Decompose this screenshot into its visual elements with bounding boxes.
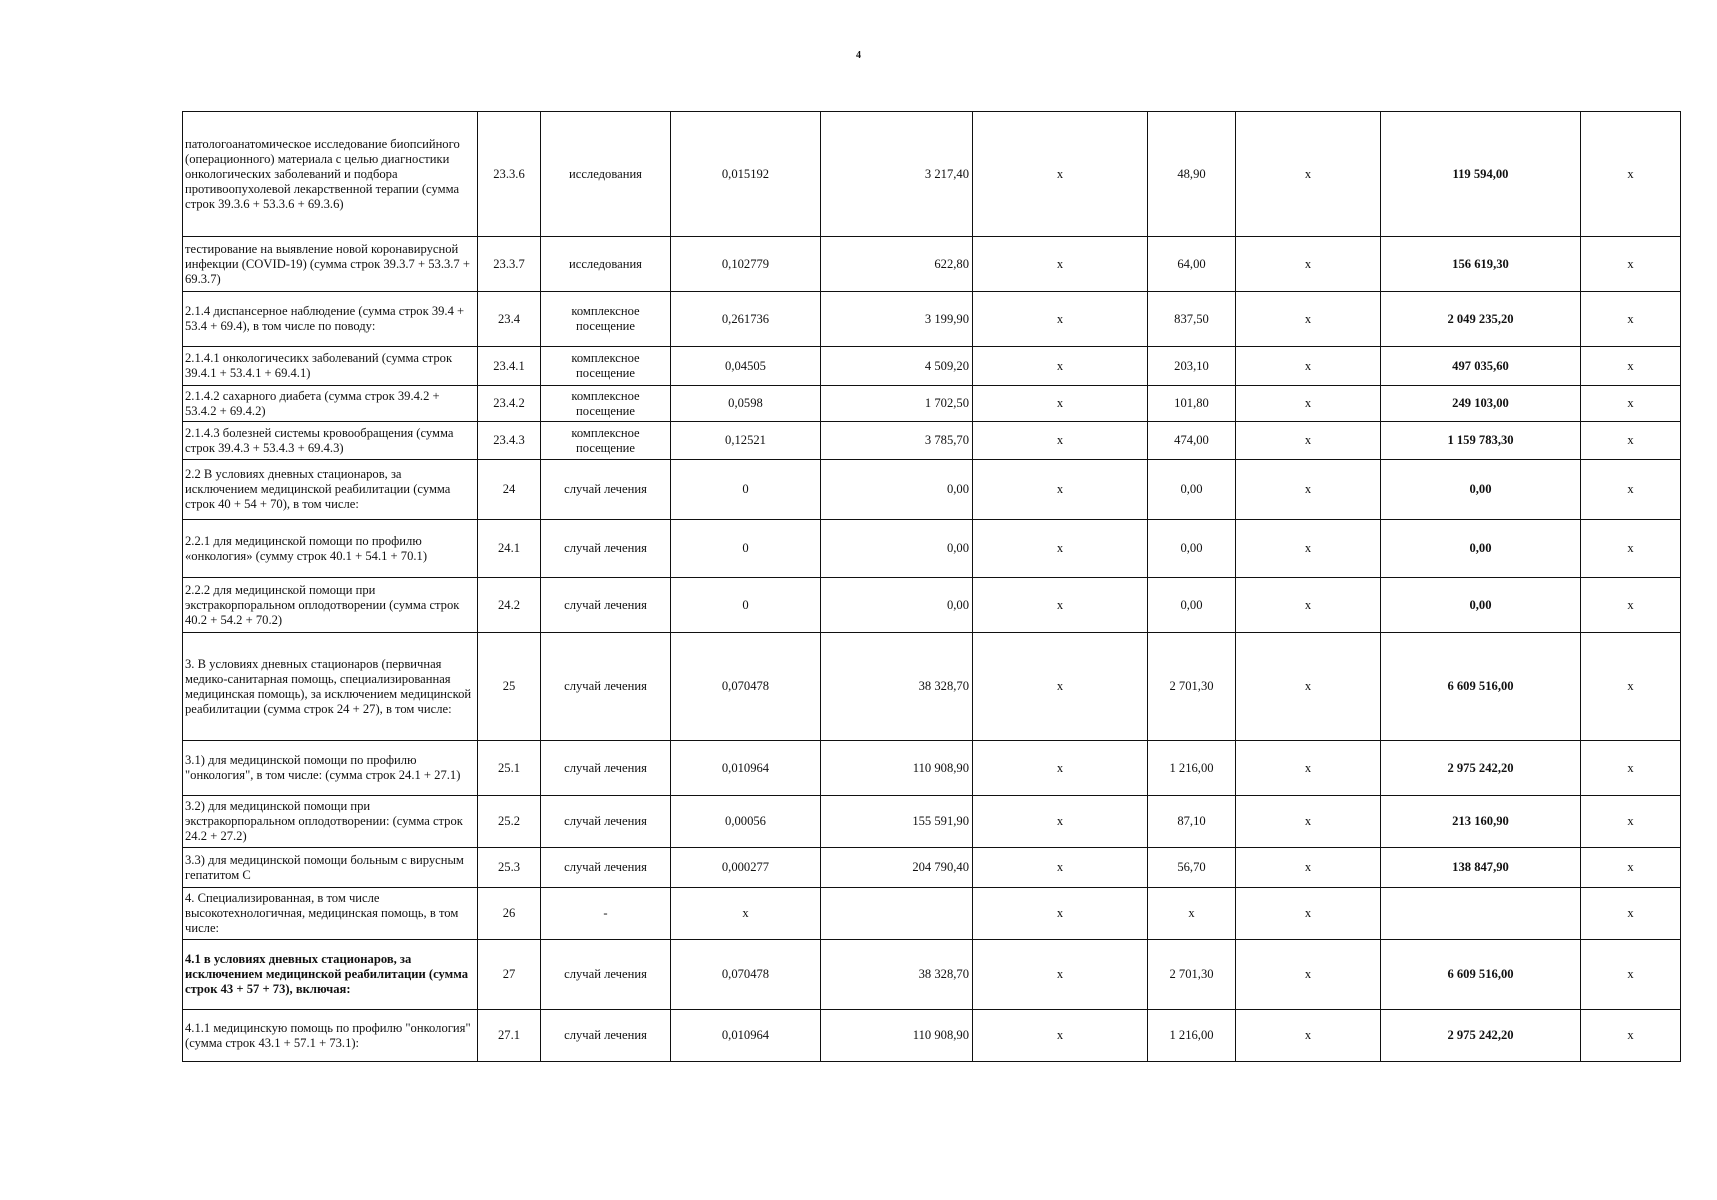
page-number: 4: [856, 50, 861, 61]
row-col10: х: [1581, 741, 1681, 796]
row-total: 213 160,90: [1381, 796, 1581, 848]
row-total: 2 975 242,20: [1381, 1010, 1581, 1062]
row-col8: х: [1236, 888, 1381, 940]
row-col10: х: [1581, 237, 1681, 292]
row-total: 138 847,90: [1381, 848, 1581, 888]
row-code: 25.2: [478, 796, 541, 848]
table-row: [183, 1010, 1681, 1062]
table-row: [183, 741, 1681, 796]
row-col6: х: [973, 741, 1148, 796]
row-unit: комплексное посещение: [541, 347, 671, 386]
row-norm: 0,010964: [671, 1010, 821, 1062]
row-col8: х: [1236, 1010, 1381, 1062]
row-col6: х: [973, 112, 1148, 237]
row-norm: 0: [671, 460, 821, 520]
row-cost: 3 785,70: [821, 422, 973, 460]
table-row: [183, 578, 1681, 633]
row-col8: х: [1236, 741, 1381, 796]
row-col10: х: [1581, 292, 1681, 347]
row-col6: х: [973, 633, 1148, 741]
row-code: 25.1: [478, 741, 541, 796]
row-total: 6 609 516,00: [1381, 633, 1581, 741]
row-unit: комплексное посещение: [541, 422, 671, 460]
row-col6: х: [973, 520, 1148, 578]
table-body: [183, 112, 1681, 1062]
row-total: 1 159 783,30: [1381, 422, 1581, 460]
row-name: 3.1) для медицинской помощи по профилю "онкология", в том числе: (сумма строк 24.1 + 27.1): [183, 741, 478, 796]
row-col10: х: [1581, 112, 1681, 237]
row-cost: 110 908,90: [821, 741, 973, 796]
table-row: [183, 112, 1681, 237]
row-cost: 38 328,70: [821, 940, 973, 1010]
row-col10: х: [1581, 940, 1681, 1010]
row-unit: случай лечения: [541, 940, 671, 1010]
row-col6: х: [973, 1010, 1148, 1062]
row-col6: х: [973, 848, 1148, 888]
row-unit: случай лечения: [541, 741, 671, 796]
row-norm: 0: [671, 520, 821, 578]
row-cost: 1 702,50: [821, 386, 973, 422]
row-cost: 3 217,40: [821, 112, 973, 237]
row-name: 2.1.4.1 онкологичесикх заболеваний (сумма строк 39.4.1 + 53.4.1 + 69.4.1): [183, 347, 478, 386]
table-row: [183, 292, 1681, 347]
row-name: 2.2.1 для медицинской помощи по профилю «онкология» (сумму строк 40.1 + 54.1 + 70.1): [183, 520, 478, 578]
table-row: [183, 460, 1681, 520]
row-name: 2.1.4 диспансерное наблюдение (сумма строк 39.4 + 53.4 + 69.4), в том числе по поводу:: [183, 292, 478, 347]
row-norm: х: [671, 888, 821, 940]
row-total: 2 975 242,20: [1381, 741, 1581, 796]
row-unit: -: [541, 888, 671, 940]
row-code: 27.1: [478, 1010, 541, 1062]
row-unit: случай лечения: [541, 578, 671, 633]
row-norm: 0,102779: [671, 237, 821, 292]
row-code: 24: [478, 460, 541, 520]
row-name: 3.2) для медицинской помощи при экстракорпоральном оплодотворении: (сумма строк 24.2 + 27.2): [183, 796, 478, 848]
row-norm: 0,04505: [671, 347, 821, 386]
row-total: 119 594,00: [1381, 112, 1581, 237]
row-code: 23.3.7: [478, 237, 541, 292]
row-col8: х: [1236, 848, 1381, 888]
row-col10: х: [1581, 633, 1681, 741]
table-row: [183, 633, 1681, 741]
row-col8: х: [1236, 520, 1381, 578]
row-col7: 203,10: [1148, 347, 1236, 386]
table-row: [183, 422, 1681, 460]
row-col10: х: [1581, 1010, 1681, 1062]
row-total: 0,00: [1381, 578, 1581, 633]
row-total: 0,00: [1381, 520, 1581, 578]
row-cost: 3 199,90: [821, 292, 973, 347]
row-col8: х: [1236, 386, 1381, 422]
row-col10: х: [1581, 347, 1681, 386]
row-name: 2.1.4.3 болезней системы кровообращения (сумма строк 39.4.3 + 53.4.3 + 69.4.3): [183, 422, 478, 460]
row-col7: 87,10: [1148, 796, 1236, 848]
row-code: 26: [478, 888, 541, 940]
row-cost: 0,00: [821, 520, 973, 578]
row-cost: [821, 888, 973, 940]
row-unit: случай лечения: [541, 460, 671, 520]
row-unit: исследования: [541, 237, 671, 292]
row-norm: 0,010964: [671, 741, 821, 796]
row-col7: 1 216,00: [1148, 1010, 1236, 1062]
row-col8: х: [1236, 940, 1381, 1010]
row-col8: х: [1236, 578, 1381, 633]
financing-table: [182, 111, 1681, 1062]
row-col10: х: [1581, 386, 1681, 422]
row-col6: х: [973, 796, 1148, 848]
row-unit: случай лечения: [541, 520, 671, 578]
row-total: 497 035,60: [1381, 347, 1581, 386]
row-norm: 0,12521: [671, 422, 821, 460]
row-total: [1381, 888, 1581, 940]
row-name: 4.1.1 медицинскую помощь по профилю "онкология" (сумма строк 43.1 + 57.1 + 73.1):: [183, 1010, 478, 1062]
row-name: патологоанатомическое исследование биопсийного (операционного) материала с целью диагностики онкологических заболеваний и подбора противоопухолевой лекарственной терапии (сумма строк 39.3.6 + 53.3.6 + 69.3.6): [183, 112, 478, 237]
row-cost: 204 790,40: [821, 848, 973, 888]
row-code: 27: [478, 940, 541, 1010]
row-name: тестирование на выявление новой коронавирусной инфекции (COVID-19) (сумма строк 39.3.7 + 53.3.7 + 69.3.7): [183, 237, 478, 292]
row-col8: х: [1236, 422, 1381, 460]
row-total: 0,00: [1381, 460, 1581, 520]
row-name: 3. В условиях дневных стационаров (первичная медико-санитарная помощь, специализированная медицинская помощь), за исключением медицинской реабилитации (сумма строк 24 + 27), в том числе:: [183, 633, 478, 741]
row-col6: х: [973, 578, 1148, 633]
row-unit: случай лечения: [541, 1010, 671, 1062]
table-row: [183, 347, 1681, 386]
row-code: 25: [478, 633, 541, 741]
row-name: 4.1 в условиях дневных стационаров, за исключением медицинской реабилитации (сумма строк 43 + 57 + 73), включая:: [183, 940, 478, 1010]
row-col8: х: [1236, 112, 1381, 237]
row-code: 24.1: [478, 520, 541, 578]
row-col6: х: [973, 422, 1148, 460]
table-row: [183, 940, 1681, 1010]
row-cost: 155 591,90: [821, 796, 973, 848]
row-code: 23.3.6: [478, 112, 541, 237]
table-row: [183, 848, 1681, 888]
row-cost: 0,00: [821, 578, 973, 633]
row-name: 4. Специализированная, в том числе высокотехнологичная, медицинская помощь, в том числе:: [183, 888, 478, 940]
row-col7: 837,50: [1148, 292, 1236, 347]
row-col7: 2 701,30: [1148, 940, 1236, 1010]
row-unit: случай лечения: [541, 633, 671, 741]
row-unit: случай лечения: [541, 848, 671, 888]
row-name: 2.2 В условиях дневных стационаров, за исключением медицинской реабилитации (сумма строк 40 + 54 + 70), в том числе:: [183, 460, 478, 520]
row-col6: х: [973, 940, 1148, 1010]
row-total: 249 103,00: [1381, 386, 1581, 422]
row-norm: 0,261736: [671, 292, 821, 347]
row-col7: 0,00: [1148, 578, 1236, 633]
row-code: 25.3: [478, 848, 541, 888]
row-col10: х: [1581, 520, 1681, 578]
row-col10: х: [1581, 848, 1681, 888]
row-cost: 38 328,70: [821, 633, 973, 741]
row-col8: х: [1236, 237, 1381, 292]
row-code: 23.4.1: [478, 347, 541, 386]
row-norm: 0,015192: [671, 112, 821, 237]
row-col8: х: [1236, 633, 1381, 741]
row-col6: х: [973, 237, 1148, 292]
row-col10: х: [1581, 422, 1681, 460]
row-cost: 0,00: [821, 460, 973, 520]
row-norm: 0,070478: [671, 940, 821, 1010]
row-norm: 0: [671, 578, 821, 633]
row-col10: х: [1581, 888, 1681, 940]
row-unit: случай лечения: [541, 796, 671, 848]
row-code: 24.2: [478, 578, 541, 633]
row-col7: х: [1148, 888, 1236, 940]
row-norm: 0,000277: [671, 848, 821, 888]
row-name: 3.3) для медицинской помощи больным с вирусным гепатитом С: [183, 848, 478, 888]
row-norm: 0,0598: [671, 386, 821, 422]
row-cost: 110 908,90: [821, 1010, 973, 1062]
row-norm: 0,070478: [671, 633, 821, 741]
row-col8: х: [1236, 796, 1381, 848]
row-col6: х: [973, 888, 1148, 940]
table-row: [183, 237, 1681, 292]
row-total: 6 609 516,00: [1381, 940, 1581, 1010]
row-code: 23.4: [478, 292, 541, 347]
table-row: [183, 888, 1681, 940]
row-unit: комплексное посещение: [541, 292, 671, 347]
row-col7: 2 701,30: [1148, 633, 1236, 741]
row-name: 2.2.2 для медицинской помощи при экстракорпоральном оплодотворении (сумма строк 40.2 + 54.2 + 70.2): [183, 578, 478, 633]
row-col6: х: [973, 347, 1148, 386]
row-code: 23.4.2: [478, 386, 541, 422]
row-col8: х: [1236, 347, 1381, 386]
row-col7: 474,00: [1148, 422, 1236, 460]
row-col8: х: [1236, 292, 1381, 347]
row-unit: комплексное посещение: [541, 386, 671, 422]
row-unit: исследования: [541, 112, 671, 237]
table-row: [183, 386, 1681, 422]
row-col7: 0,00: [1148, 520, 1236, 578]
table-row: [183, 520, 1681, 578]
row-col7: 1 216,00: [1148, 741, 1236, 796]
row-total: 2 049 235,20: [1381, 292, 1581, 347]
row-norm: 0,00056: [671, 796, 821, 848]
row-col6: х: [973, 386, 1148, 422]
row-col10: х: [1581, 460, 1681, 520]
row-cost: 622,80: [821, 237, 973, 292]
row-code: 23.4.3: [478, 422, 541, 460]
row-col10: х: [1581, 796, 1681, 848]
row-cost: 4 509,20: [821, 347, 973, 386]
row-col7: 101,80: [1148, 386, 1236, 422]
row-col6: х: [973, 292, 1148, 347]
row-col7: 48,90: [1148, 112, 1236, 237]
row-total: 156 619,30: [1381, 237, 1581, 292]
row-col7: 0,00: [1148, 460, 1236, 520]
row-col7: 56,70: [1148, 848, 1236, 888]
row-col6: х: [973, 460, 1148, 520]
row-name: 2.1.4.2 сахарного диабета (сумма строк 39.4.2 + 53.4.2 + 69.4.2): [183, 386, 478, 422]
row-col7: 64,00: [1148, 237, 1236, 292]
row-col10: х: [1581, 578, 1681, 633]
row-col8: х: [1236, 460, 1381, 520]
table-row: [183, 796, 1681, 848]
